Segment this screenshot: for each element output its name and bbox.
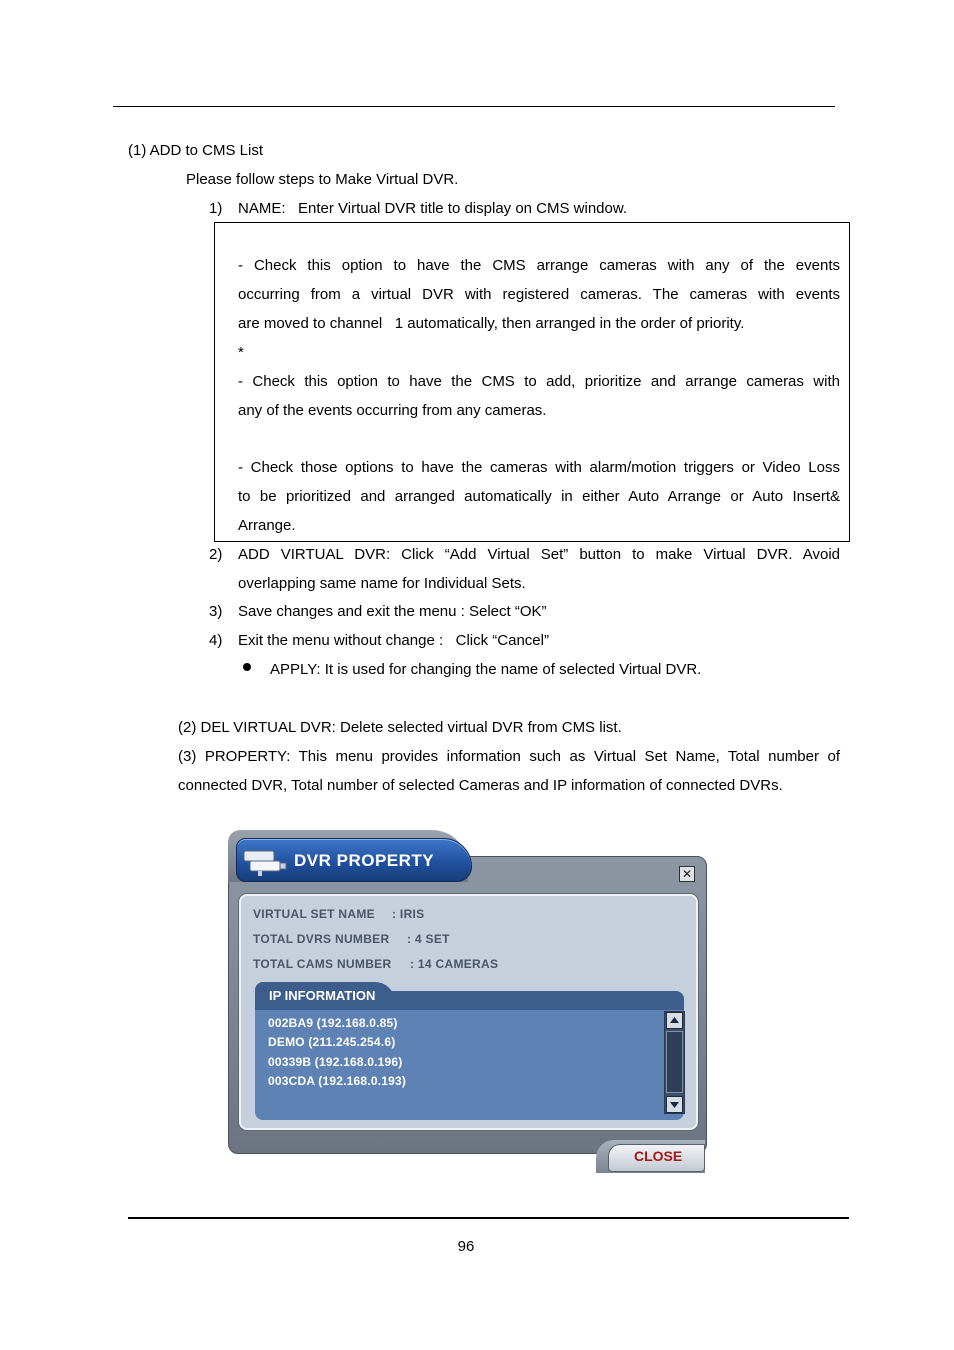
total-dvrs-value: : 4 SET bbox=[407, 932, 450, 946]
note-p1-line3: are moved to channel 1 automatically, then arranged in the order of priority. bbox=[238, 315, 745, 332]
ip-list-item[interactable]: 00339B (192.168.0.196) bbox=[268, 1055, 403, 1069]
scroll-up-button[interactable] bbox=[666, 1012, 683, 1029]
note-p3-line2: to be prioritized and arranged automatically in either Auto Arrange or Auto Insert& bbox=[238, 488, 840, 505]
page-number: 96 bbox=[457, 1238, 475, 1255]
step3-text: Save changes and exit the menu : Select “OK” bbox=[238, 603, 547, 620]
step2-text-line2: overlapping same name for Individual Sets. bbox=[238, 575, 526, 592]
ip-header-bar bbox=[380, 991, 684, 1010]
footer-rule bbox=[128, 1217, 849, 1219]
note-p1-line1: - Check this option to have the CMS arrange cameras with any of the events bbox=[238, 257, 840, 274]
ip-list-item[interactable]: DEMO (211.245.254.6) bbox=[268, 1035, 396, 1049]
note-p3-line1: - Check those options to have the cameras with alarm/motion triggers or Video Loss bbox=[238, 459, 840, 476]
step1-number: 1) bbox=[209, 200, 223, 217]
add-heading: (1) ADD to CMS List bbox=[128, 142, 264, 159]
step2-text-line1: ADD VIRTUAL DVR: Click “Add Virtual Set” button to make Virtual DVR. Avoid bbox=[238, 546, 840, 563]
note-p2-line1: - Check this option to have the CMS to add, prioritize and arrange cameras with bbox=[238, 373, 840, 390]
step1-text: NAME: Enter Virtual DVR title to display on CMS window. bbox=[238, 200, 628, 217]
virtual-set-name-label: VIRTUAL SET NAME bbox=[253, 907, 375, 921]
total-dvrs-label: TOTAL DVRS NUMBER bbox=[253, 932, 390, 946]
note-p1-line2: occurring from a virtual DVR with registered cameras. The cameras with events bbox=[238, 286, 840, 303]
arrow-up-icon bbox=[667, 1013, 682, 1028]
total-cams-label: TOTAL CAMS NUMBER bbox=[253, 957, 392, 971]
total-cams-value: : 14 CAMERAS bbox=[410, 957, 499, 971]
header-rule bbox=[113, 106, 835, 107]
dialog-title: DVR PROPERTY bbox=[294, 851, 435, 870]
note-p2-line2: any of the events occurring from any cameras. bbox=[238, 402, 547, 419]
ip-list-item[interactable]: 003CDA (192.168.0.193) bbox=[268, 1074, 407, 1088]
close-icon[interactable]: ✕ bbox=[679, 866, 695, 882]
virtual-set-name-value: : IRIS bbox=[392, 907, 425, 921]
property-line2: connected DVR, Total number of selected Cameras and IP information of connected DVRs. bbox=[178, 777, 783, 794]
bullet-icon bbox=[243, 663, 251, 671]
step2-number: 2) bbox=[209, 546, 223, 563]
arrow-down-icon bbox=[667, 1097, 682, 1112]
ip-list-item[interactable]: 002BA9 (192.168.0.85) bbox=[268, 1016, 398, 1030]
scrollbar-thumb[interactable] bbox=[666, 1031, 683, 1093]
step3-number: 3) bbox=[209, 603, 223, 620]
step4-text: Exit the menu without change : Click “Cancel” bbox=[238, 632, 549, 649]
step4-number: 4) bbox=[209, 632, 223, 649]
del-virtual-dvr-item: (2) DEL VIRTUAL DVR: Delete selected virtual DVR from CMS list. bbox=[178, 719, 622, 736]
scroll-down-button[interactable] bbox=[666, 1096, 683, 1113]
intro-text: Please follow steps to Make Virtual DVR. bbox=[186, 171, 459, 188]
property-line1: (3) PROPERTY: This menu provides information such as Virtual Set Name, Total number of bbox=[178, 748, 840, 765]
apply-bullet-text: APPLY: It is used for changing the name of selected Virtual DVR. bbox=[270, 661, 702, 678]
note-star: * bbox=[238, 344, 244, 361]
ip-information-header: IP INFORMATION bbox=[269, 988, 376, 1003]
note-p3-line3: Arrange. bbox=[238, 517, 296, 534]
camera-icon bbox=[242, 847, 290, 877]
close-button-label[interactable]: CLOSE bbox=[634, 1148, 683, 1164]
